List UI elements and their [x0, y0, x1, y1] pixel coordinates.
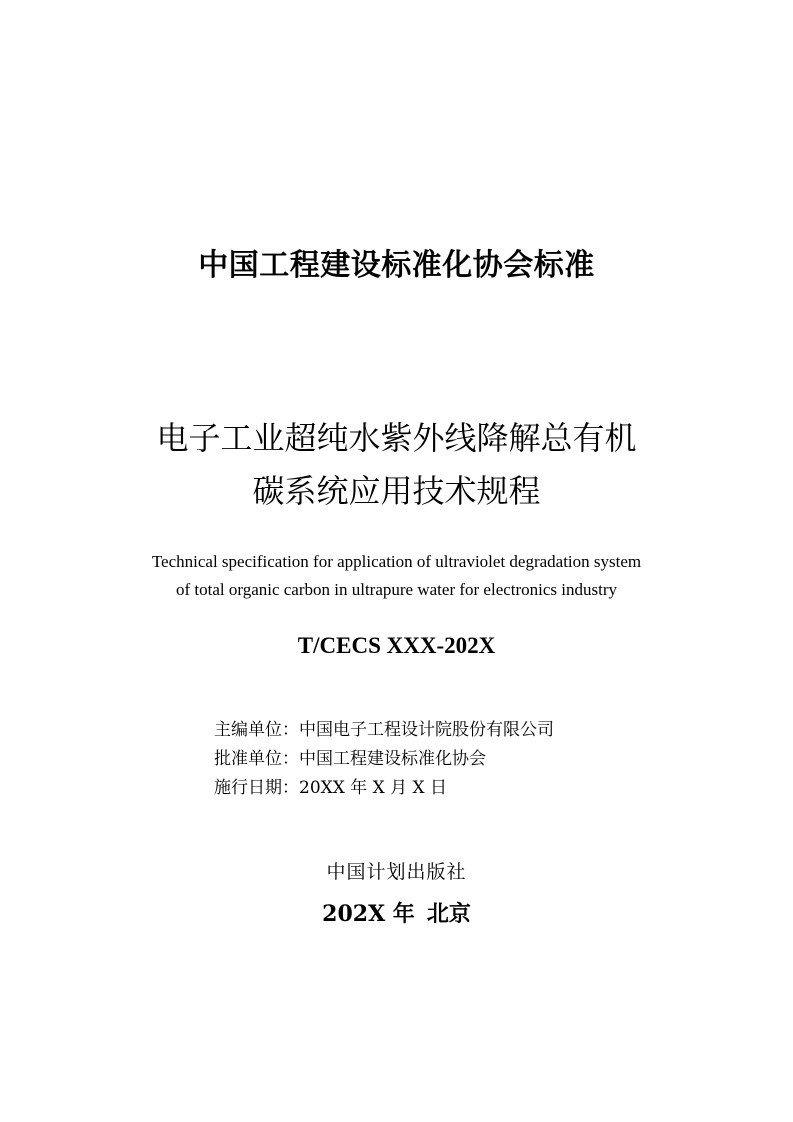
title-english-line-2: of total organic carbon in ultrapure water for electronics industry	[175, 580, 618, 599]
effective-date-row	[214, 774, 554, 803]
chief-editor-label: 主编单位：	[214, 720, 299, 740]
publication-city: 北京	[426, 901, 471, 927]
document-metadata	[214, 716, 554, 803]
approver-label: 批准单位：	[214, 749, 299, 769]
publisher-name: 中国计划出版社	[326, 861, 467, 883]
publication-year: 202X 年	[322, 901, 415, 927]
chief-editor-value: 中国电子工程设计院股份有限公司	[299, 720, 554, 740]
title-chinese-line-1: 电子工业超纯水紫外线降解总有机	[156, 419, 637, 457]
approver-value: 中国工程建设标准化协会	[299, 749, 486, 769]
title-chinese-line-2: 碳系统应用技术规程	[252, 472, 541, 510]
title-english-line-1: Technical specification for application of ultraviolet degradation system	[151, 552, 642, 571]
issuer-heading: 中国工程建设标准化协会标准	[198, 248, 595, 283]
chief-editor-row	[214, 716, 554, 745]
standard-code: T/CECS XXX-202X	[297, 633, 496, 658]
approver-row	[214, 745, 554, 774]
effective-date-value: 20XX 年 X 月 X 日	[299, 778, 448, 798]
document-title-english	[0, 548, 793, 604]
document-title-chinese	[0, 412, 793, 518]
effective-date-label: 施行日期：	[214, 778, 299, 798]
publication-info	[0, 897, 793, 931]
